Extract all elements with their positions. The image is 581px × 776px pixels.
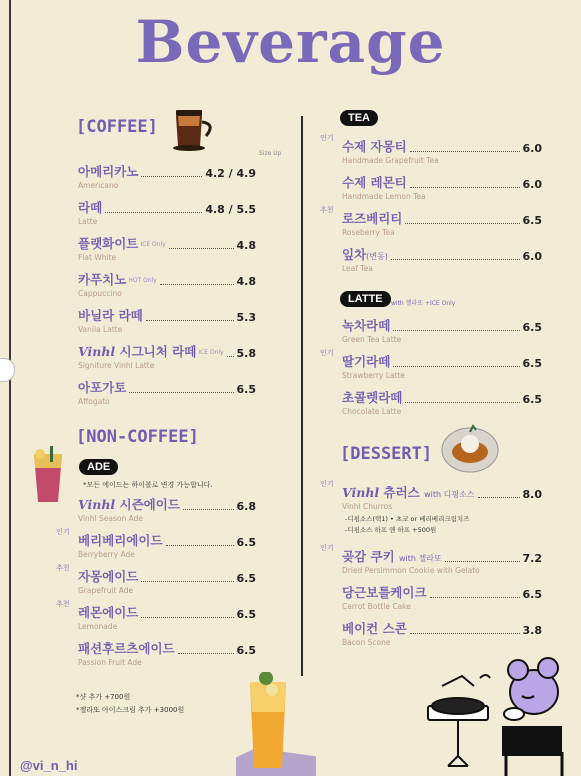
item-row	[342, 247, 542, 263]
item-price: 6.5	[522, 357, 542, 370]
dot-leader	[478, 497, 520, 498]
dot-leader	[410, 151, 520, 152]
item-name-korean: 시그니처 라떼	[115, 344, 197, 359]
coffee-item[interactable]	[78, 344, 256, 372]
item-name-korean: 플랫화이트	[78, 236, 139, 251]
item-name-english: Carrot Bottle Cake	[342, 602, 411, 611]
menu-title: Beverage	[135, 8, 446, 76]
item-row	[78, 164, 256, 180]
item-price: 3.8	[522, 624, 542, 637]
item-name-korean: 곶감 쿠키	[342, 549, 400, 564]
coffee-cup-icon	[170, 106, 220, 152]
item-row	[78, 533, 256, 549]
dot-leader	[141, 617, 233, 618]
item-row	[78, 236, 256, 252]
item-price: 6.0	[522, 250, 542, 263]
item-name-english: Strawberry Latte	[342, 371, 406, 380]
item-name-english: Affogato	[78, 397, 110, 406]
item-name-english: Vanila Latte	[78, 325, 123, 334]
dot-leader	[430, 597, 520, 598]
item-price: 5.3	[236, 311, 256, 324]
churros-note-2: -디핑소스 하프 앤 하프 +500원	[345, 526, 437, 534]
item-name	[342, 483, 475, 501]
dot-leader	[146, 320, 234, 321]
brand-name: Vinhl	[78, 497, 116, 512]
item-name	[78, 567, 138, 585]
dot-leader	[393, 366, 519, 367]
item-row	[342, 354, 542, 370]
item-name	[78, 342, 196, 360]
item-name	[78, 603, 138, 621]
item-name-korean: 딸기라떼	[342, 354, 391, 369]
tea-label: TEA	[340, 110, 378, 126]
item-name	[342, 583, 427, 601]
dot-leader	[129, 392, 233, 393]
dessert-item[interactable]	[342, 549, 542, 577]
item-name-english: Bacon Scone	[342, 638, 391, 647]
noncoffee-item[interactable]	[78, 569, 256, 597]
item-name-english: Flat White	[78, 253, 117, 262]
column-divider	[301, 116, 303, 676]
item-row	[78, 569, 256, 585]
noncoffee-item[interactable]	[78, 533, 256, 561]
item-price: 4.8	[236, 275, 256, 288]
item-price: 6.5	[236, 383, 256, 396]
tea-item[interactable]	[342, 175, 542, 203]
item-name	[78, 162, 138, 180]
dot-leader	[169, 248, 234, 249]
item-row	[342, 549, 542, 565]
dot-leader	[410, 633, 520, 634]
item-price: 4.2 / 4.9	[205, 167, 256, 180]
latte-item[interactable]	[342, 354, 542, 382]
item-row	[342, 485, 542, 501]
item-row	[342, 211, 542, 227]
popular-mark: 인기	[320, 480, 334, 488]
item-row	[78, 497, 256, 513]
dot-leader	[445, 561, 520, 562]
latte-note: with 젤라또 +ICE Only	[391, 300, 456, 307]
item-name-korean: 시즌에이드	[115, 497, 180, 512]
item-name-korean: 카푸치노	[78, 272, 127, 287]
item-price: 6.5	[522, 321, 542, 334]
item-row	[78, 308, 256, 324]
item-row	[342, 621, 542, 637]
item-name-korean: 츄러스	[379, 485, 425, 500]
item-name-english: Vinhl Churros	[342, 502, 393, 511]
item-row	[342, 318, 542, 334]
item-sub-label: with 젤라또	[399, 554, 442, 563]
item-name-korean: 아포가토	[78, 380, 127, 395]
brand-name: Vinhl	[78, 344, 116, 359]
item-name-english: Vinhl Season Ade	[78, 514, 144, 523]
item-price: 7.2	[522, 552, 542, 565]
coffee-item[interactable]	[78, 272, 256, 300]
item-price: 5.8	[236, 347, 256, 360]
item-name-english: Passion Fruit Ade	[78, 658, 142, 667]
item-price: 6.0	[522, 178, 542, 191]
dessert-item[interactable]	[342, 485, 542, 513]
noncoffee-item[interactable]	[78, 605, 256, 633]
popular-mark: 인기	[320, 134, 334, 142]
item-name-english: Green Tea Latte	[342, 335, 402, 344]
item-price: 6.5	[236, 608, 256, 621]
item-name-english: Handmade Grapefruit Tea	[342, 156, 439, 165]
item-name-korean: 수제 레몬티	[342, 175, 407, 190]
noncoffee-item[interactable]	[78, 497, 256, 525]
item-row	[78, 605, 256, 621]
left-border	[9, 0, 11, 776]
dot-leader	[410, 187, 520, 188]
item-name-english: Cappuccino	[78, 289, 122, 298]
item-price: 6.0	[522, 142, 542, 155]
extra-gelato-note: *젤라또 아이스크림 추가 +3000원	[76, 706, 185, 714]
item-row	[342, 390, 542, 406]
dot-leader	[405, 402, 519, 403]
item-name	[342, 619, 407, 637]
coffee-item[interactable]	[78, 308, 256, 336]
item-name-english: Grapefruit Ade	[78, 586, 134, 595]
item-name-korean: 당근보틀케이크	[342, 585, 427, 600]
tea-item[interactable]	[342, 139, 542, 167]
item-row	[78, 380, 256, 396]
item-tag: ICE Only	[198, 348, 224, 356]
item-name	[342, 209, 402, 227]
item-price: 4.8	[236, 239, 256, 252]
item-name	[342, 316, 390, 334]
item-name-english: Signiture Vinhl Latte	[78, 361, 155, 370]
item-name	[342, 245, 388, 263]
item-name-korean: 아메리카노	[78, 164, 139, 179]
item-name-english: Roseberry Tea	[342, 228, 395, 237]
item-name-korean: 베리베리에이드	[78, 533, 163, 548]
item-name-korean: 초콜렛라떼	[342, 390, 403, 405]
item-row	[78, 272, 256, 288]
coffee-item[interactable]	[78, 380, 256, 408]
item-name-korean: 바닐라 라떼	[78, 308, 143, 323]
tea-item[interactable]	[342, 247, 542, 275]
item-name-english: Dried Persimmon Cookie with Gelato	[342, 566, 480, 575]
ade-label: ADE	[79, 459, 118, 475]
item-name-english: Leaf Tea	[342, 264, 373, 273]
item-name-korean: 잎차	[342, 247, 367, 262]
item-row	[78, 641, 256, 657]
item-name-korean: 로즈베리티	[342, 211, 403, 226]
item-price: 4.8 / 5.5	[205, 203, 256, 216]
item-name	[78, 495, 180, 513]
item-price: 6.5	[522, 214, 542, 227]
item-name-korean: 녹차라떼	[342, 318, 391, 333]
ade-note: *모든 에이드는 하이볼로 변경 가능합니다.	[83, 481, 213, 489]
item-name	[342, 137, 407, 155]
extra-shot-note: *샷 추가 +700원	[76, 693, 131, 701]
item-name	[342, 388, 402, 406]
item-name-korean: 수제 자몽티	[342, 139, 407, 154]
mouse-record-player-illustration	[422, 656, 572, 776]
instagram-handle[interactable]: @vi_n_hi	[20, 758, 78, 773]
coffee-item[interactable]	[78, 200, 256, 228]
item-row	[342, 175, 542, 191]
drink-glass-illustration	[236, 672, 316, 776]
churros-note-1: -디핑소스(택1) • 초코 or 베리베리크림치즈	[345, 515, 470, 523]
dot-leader	[141, 176, 202, 177]
item-name-korean: 레몬에이드	[78, 605, 139, 620]
item-name	[78, 531, 163, 549]
item-name-english: Lemonade	[78, 622, 118, 631]
item-row	[78, 344, 256, 360]
item-name-english: Americano	[78, 181, 119, 190]
dot-leader	[393, 330, 519, 331]
item-name	[342, 547, 442, 565]
item-name	[78, 198, 102, 216]
side-scroll-handle[interactable]	[0, 358, 15, 382]
item-name-english: Handmade Lemon Tea	[342, 192, 426, 201]
item-row	[78, 200, 256, 216]
noncoffee-heading: [NON-COFFEE]	[76, 427, 199, 447]
tea-item[interactable]	[342, 211, 542, 239]
dot-leader	[160, 284, 234, 285]
latte-label: LATTE	[340, 291, 391, 307]
item-name	[342, 173, 407, 191]
item-price: 8.0	[522, 488, 542, 501]
item-price: 6.8	[236, 500, 256, 513]
item-name	[78, 306, 143, 324]
item-price: 6.5	[522, 393, 542, 406]
noncoffee-item[interactable]	[78, 641, 256, 669]
brand-name: Vinhl	[342, 485, 380, 500]
item-tag: HOT Only	[128, 276, 157, 284]
dot-leader	[405, 223, 519, 224]
item-price: 6.5	[522, 588, 542, 601]
popular-mark: 인기	[56, 528, 70, 536]
item-name-korean: 패션후르츠에이드	[78, 641, 175, 656]
item-name	[78, 639, 175, 657]
item-tag: ICE Only	[140, 240, 166, 248]
item-name-english: Chocolate Latte	[342, 407, 402, 416]
item-price: 6.5	[236, 644, 256, 657]
coffee-item[interactable]	[78, 164, 256, 192]
item-name-korean: 라떼	[78, 200, 103, 215]
dot-leader	[227, 356, 234, 357]
ade-glass-icon	[28, 446, 68, 506]
popular-mark: 인기	[320, 349, 334, 357]
item-name	[78, 378, 126, 396]
item-row	[342, 585, 542, 601]
latte-item[interactable]	[342, 318, 542, 346]
item-name-korean: 베이컨 스콘	[342, 621, 407, 636]
item-name	[78, 270, 126, 288]
latte-item[interactable]	[342, 390, 542, 418]
item-name	[342, 352, 390, 370]
item-name-english: Latte	[78, 217, 98, 226]
dessert-heading: [DESSERT]	[340, 444, 433, 464]
item-sub-label: (변동)	[366, 252, 388, 261]
item-price: 6.5	[236, 572, 256, 585]
dot-leader	[166, 545, 234, 546]
dot-leader	[391, 259, 520, 260]
item-sub-label: with 디핑소스	[424, 490, 475, 499]
popular-mark: 추천	[56, 600, 70, 608]
dessert-item[interactable]	[342, 621, 542, 649]
dessert-item[interactable]	[342, 585, 542, 613]
popular-mark: 추천	[320, 206, 334, 214]
item-name-korean: 자몽에이드	[78, 569, 139, 584]
size-up-note: Size Up	[259, 150, 282, 157]
popular-mark: 추천	[56, 564, 70, 572]
popular-mark: 인기	[320, 544, 334, 552]
dot-leader	[141, 581, 233, 582]
item-price: 6.5	[236, 536, 256, 549]
dessert-plate-icon	[440, 424, 500, 474]
coffee-item[interactable]	[78, 236, 256, 264]
dot-leader	[105, 212, 202, 213]
dot-leader	[183, 509, 234, 510]
item-name	[78, 234, 138, 252]
item-name-english: Berryberry Ade	[78, 550, 135, 559]
coffee-heading: [COFFEE]	[76, 117, 158, 137]
item-row	[342, 139, 542, 155]
dot-leader	[178, 653, 234, 654]
